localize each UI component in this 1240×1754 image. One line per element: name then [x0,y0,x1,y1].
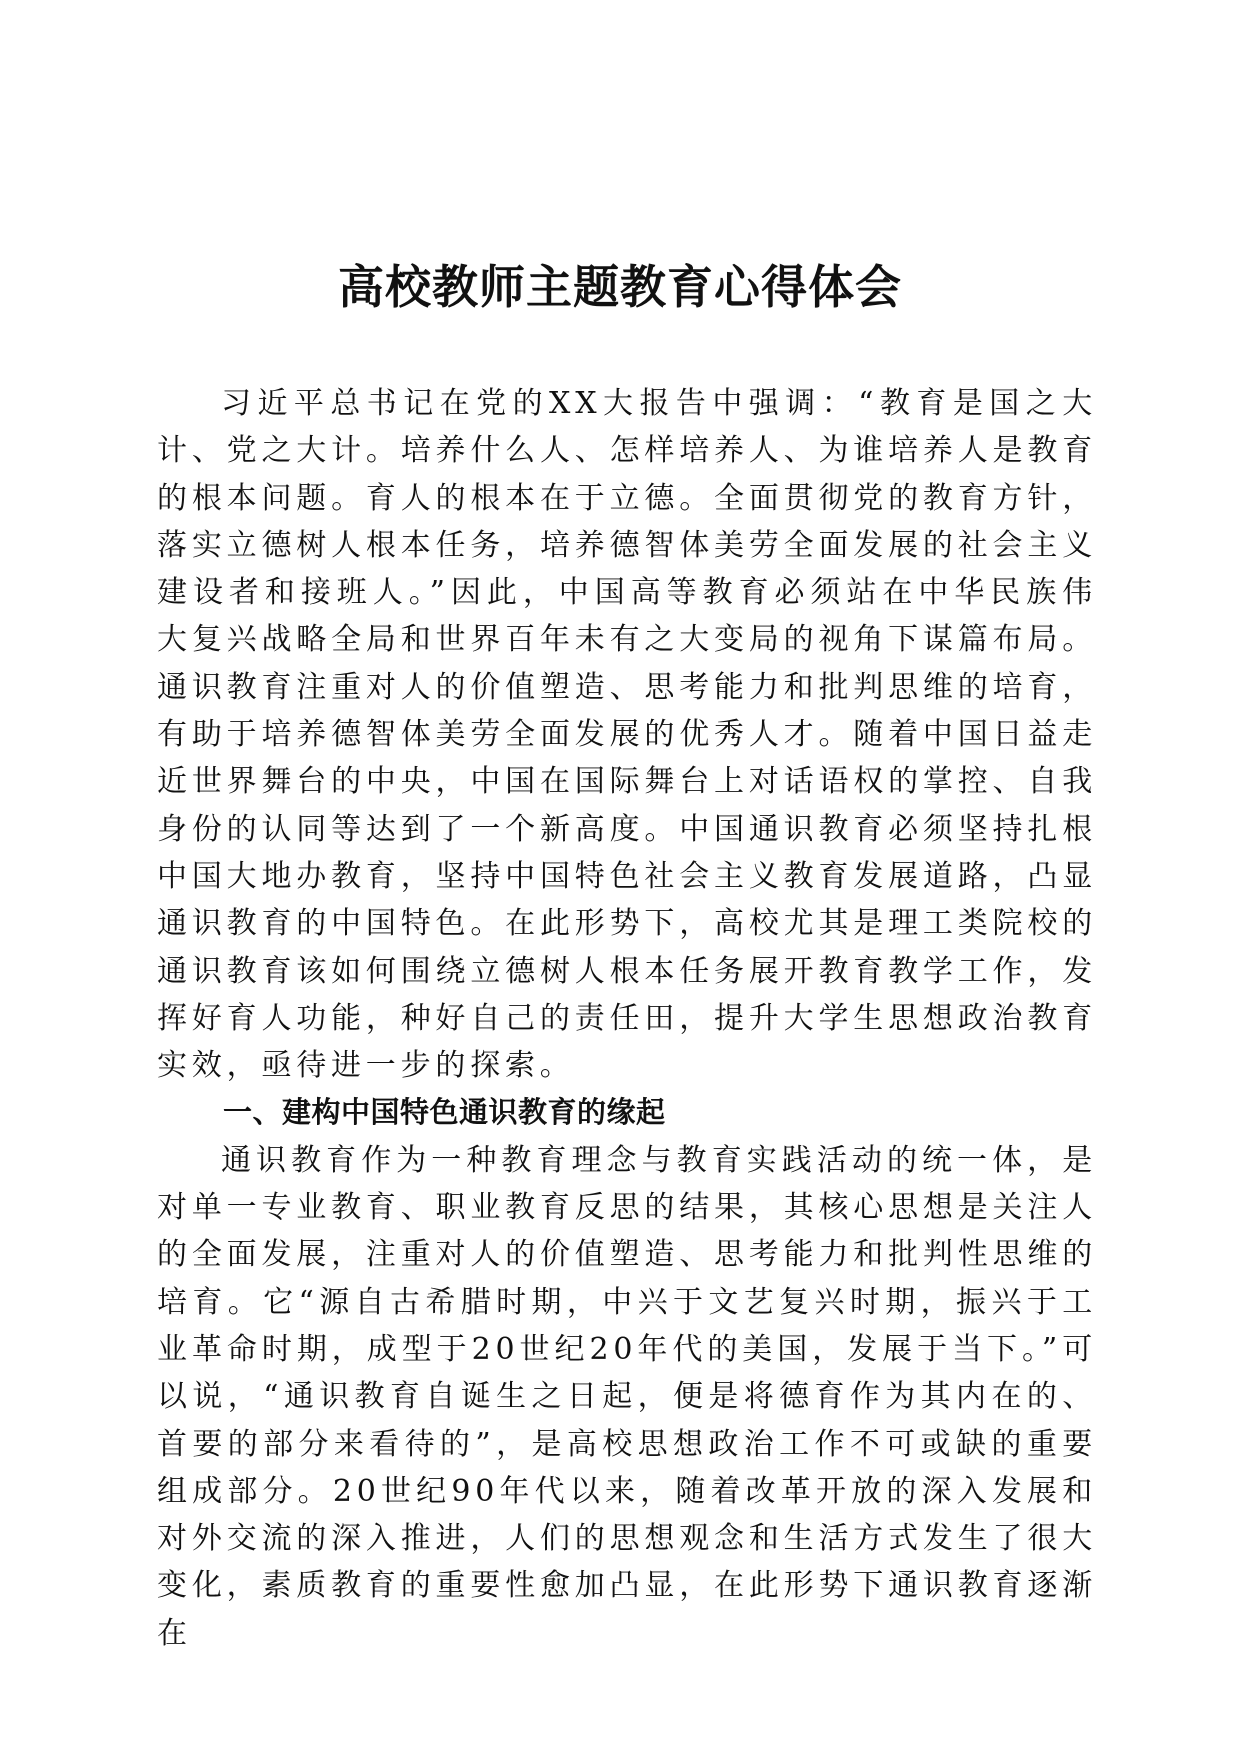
body-paragraph: 通识教育作为一种教育理念与教育实践活动的统一体，是对单一专业教育、职业教育反思的结果，其核心思想是关注人的全面发展，注重对人的价值塑造、思考能力和批判性思维的培育。它“源自古希腊时期，中兴于文艺复兴时期，振兴于工业革命时期，成型于20世纪20年代的美国，发展于当下。”可以说，“通识教育自诞生之日起，便是将德育作为其内在的、首要的部分来看待的”，是高校思想政治工作不可或缺的重要组成部分。20世纪90年代以来，随着改革开放的深入发展和对外交流的深入推进，人们的思想观念和生活方式发生了很大变化，素质教育的重要性愈加凸显，在此形势下通识教育逐渐在 [157,1142,1097,1651]
document-title: 高校教师主题教育心得体会 [338,259,902,314]
body-paragraph: 习近平总书记在党的XX大报告中强调：“教育是国之大计、党之大计。培养什么人、怎样培养人、为谁培养人是教育的根本问题。育人的根本在于立德。全面贯彻党的教育方针，落实立德树人根本任务，培养德智体美劳全面发展的社会主义建设者和接班人。”因此，中国高等教育必须站在中华民族伟大复兴战略全局和世界百年未有之大变局的视角下谋篇布局。通识教育注重对人的价值塑造、思考能力和批判思维的培育，有助于培养德智体美劳全面发展的优秀人才。随着中国日益走近世界舞台的中央，中国在国际舞台上对话语权的掌控、自我身份的认同等达到了一个新高度。中国通识教育必须坚持扎根中国大地办教育，坚持中国特色社会主义教育发展道路，凸显通识教育的中国特色。在此形势下，高校尤其是理工类院校的通识教育该如何围绕立德树人根本任务展开教育教学工作，发挥好育人功能，种好自己的责任田，提升大学生思想政治教育实效，亟待进一步的探索。 [157,386,1097,1084]
document-body [157,380,1097,1657]
section-heading: 一、建构中国特色通识教育的缘起 [223,1095,666,1130]
